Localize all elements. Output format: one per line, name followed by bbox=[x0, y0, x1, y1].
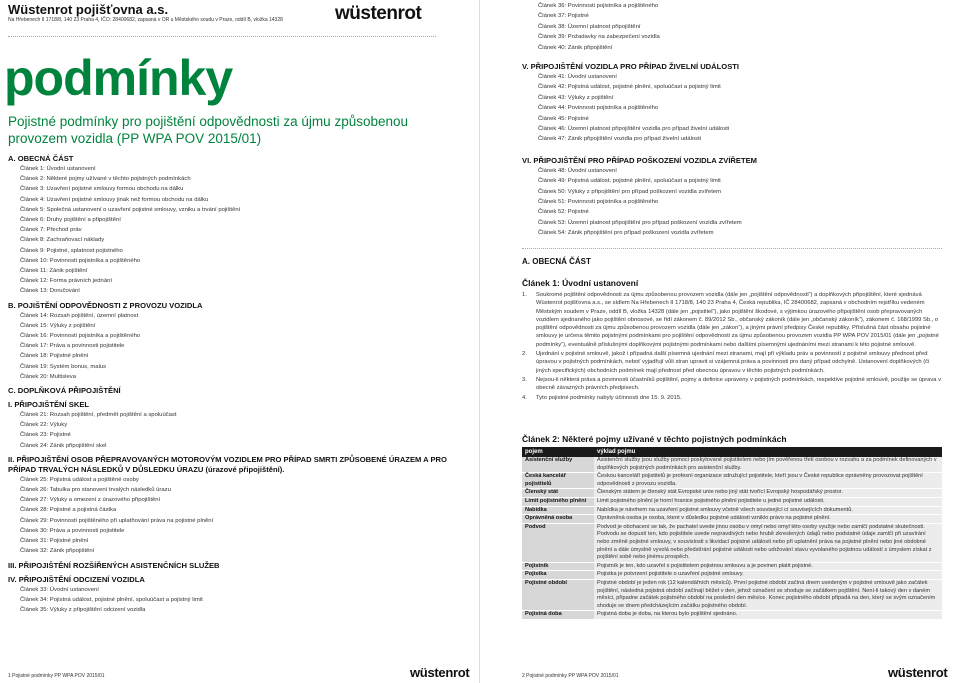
paragraph-text: Soukromé pojištění odpovědnosti za újmu způsobenou provozem vozidla (dále jen „pojištění odpovědnosti“) a doplňkových připojištění, které sjednává Wüstenrot pojišťovna a.s., se sídlem Na Hřebenech II 1718/8, 140 23 Praha 4, Česká republika, IČ 28400682, zapsaná v obchodním rejstříku vedeném Městským soudem v Praze, oddíl B, vložka 14328 (dále jen „pojistitel“), jako pojištění škodové, s výjimkou úrazového připojištění osob přepravovaných vozidlem sjednaného jako pojištění obnosové, se řídí zákonem č. 89/2012 Sb., občanský zákoník (dále jen „občanský zákoník“), zákonem č. 168/1999 Sb., o pojištění odpovědnosti za újmu způsobenou provozem vozidla (dále jen „zákon“), a jinými právní předpisy České republiky. Příslušná část obsahu pojistné smlouvy je určena těmito pojistnými podmínkami pro pojištění odpovědnosti za újmu způsobenou provozem vozidla PP WPA POV 2015/01 (dále jen „pojistné podmínky“), eventuálně příslušnými doplňkovými pojistnými podmínkami nebo dalšími písemnými ujednáními mezi stranami k této pojistné smlouvě. bbox=[536, 292, 939, 348]
definition-cell: Pojistka je potvrzení pojistitele o uzavření pojistné smlouvy. bbox=[594, 571, 942, 580]
definition-cell: Členským státem je členský stát Evropské unie nebo jiný stát tvořící Evropský hospodářský prostor. bbox=[594, 489, 942, 498]
toc-article-item: Článek 45: Pojistné bbox=[538, 115, 589, 122]
paragraph-number: 4. bbox=[522, 394, 527, 401]
header-rule bbox=[8, 36, 436, 37]
toc-section-heading: II. PŘIPOJIŠTĚNÍ OSOB PŘEPRAVOVANÝCH MOTOROVÝM VOZIDLEM PRO PŘÍPAD SMRTI ZPŮSOBENÉ ÚRAZEM A PRO PŘÍPAD TRVALÝCH NÁSLEDKŮ V DŮSLEDKU ÚRAZU (úrazové připojištění). bbox=[8, 454, 447, 474]
toc-article-item: Článek 36: Povinnosti pojistníka a pojištěného bbox=[538, 3, 659, 9]
paragraph-number: 1. bbox=[522, 292, 527, 298]
toc-article-item: Článek 54: Zánik připojištění pro případ poškození vozidla zvířetem bbox=[538, 230, 714, 237]
table-row bbox=[522, 515, 942, 524]
toc-article-item: Článek 25: Pojistná událost a pojištěné osoby bbox=[20, 476, 139, 483]
term-cell: Nabídka bbox=[522, 506, 594, 515]
toc-article-item: Článek 43: Výluky z pojištění bbox=[538, 94, 614, 101]
toc-article-item: Článek 5: Společná ustanovení o uzavření pojistné smlouvy, vzniku a trvání pojištění bbox=[20, 206, 241, 213]
table-row bbox=[522, 611, 942, 620]
toc-article-item: Článek 7: Přechod práv bbox=[20, 227, 82, 234]
toc-article-item: Článek 14: Rozsah pojištění, územní platnost bbox=[20, 312, 139, 319]
toc-article-item: Článek 12: Forma právních jednání bbox=[20, 278, 113, 285]
term-cell: Oprávněná osoba bbox=[522, 515, 594, 524]
term-cell: Pojistník bbox=[522, 562, 594, 571]
toc-article-item: Článek 11: Zánik pojištění bbox=[20, 268, 88, 275]
numbered-paragraph bbox=[522, 291, 942, 349]
term-cell: Podvod bbox=[522, 523, 594, 562]
term-cell: Asistenční služby bbox=[522, 457, 594, 473]
toc-article-item: Článek 4: Uzavření pojistné smlouvy jinak než formou obchodu na dálku bbox=[20, 196, 209, 203]
toc-article-item: Článek 13: Doručování bbox=[20, 288, 80, 295]
table-row bbox=[522, 457, 942, 473]
toc-article-item: Článek 50: Výluky z připojištění pro případ poškození vozidla zvířetem bbox=[538, 188, 722, 195]
definitions-table bbox=[522, 447, 942, 620]
toc-article-item: Článek 3: Uzavření pojistné smlouvy formou obchodu na dálku bbox=[20, 186, 184, 193]
paragraph-number: 3. bbox=[522, 376, 527, 383]
toc-article-item: Článek 17: Práva a povinnosti pojistitele bbox=[20, 343, 125, 350]
column-header-definition: výklad pojmu bbox=[594, 447, 942, 457]
page-footer: 1 Pojistné podmínky PP WPA POV 2015/01 bbox=[8, 673, 105, 679]
toc-article-item: Článek 37: Pojistné bbox=[538, 13, 589, 20]
definition-cell: Pojistné období je jeden rok (12 kalendářních měsíců). První pojistné období začíná dnem uvedeným v pojistné smlouvě jako začátek pojištění, následná pojistná období začínají běžet v den, jehož označení se shoduje se začátkem pojištění. Není-li takový den v daném měsíci, připadne začátek pojistného období na poslední den měsíce. Konec pojistného období připadá na den, který se svým označením shoduje se dnem předcházejícím začátku pojistného období. bbox=[594, 579, 942, 610]
toc-article-item: Článek 48: Úvodní ustanovení bbox=[538, 167, 617, 174]
toc-section-heading: B. POJIŠTĚNÍ ODPOVĚDNOSTI Z PROVOZU VOZIDLA bbox=[8, 300, 203, 310]
toc-article-item: Článek 40: Zánik připojištění bbox=[538, 44, 613, 51]
footer-logo: wüstenrot bbox=[888, 665, 948, 680]
term-cell: Limit pojistného plnění bbox=[522, 497, 594, 506]
toc-article-item: Článek 6: Druhy pojištění a připojištění bbox=[20, 217, 121, 224]
toc-continued bbox=[522, 1, 942, 53]
table-row bbox=[522, 489, 942, 498]
toc-article-item: Článek 30: Práva a povinnosti pojistitele bbox=[20, 527, 125, 534]
toc-article-item: Článek 19: Systém bonus, malus bbox=[20, 363, 107, 370]
paragraph-text: Tyto pojistné podmínky nabyly účinnosti dne 15. 9. 2015. bbox=[536, 394, 682, 401]
definition-cell: Asistenční služby jsou služby pomoci poskytované pojistitelem nebo jím pověřenou třetí osobou v rozsahu a za podmínek definovaných v doplňkových pojistných podmínkách pro asistenční služby. bbox=[594, 457, 942, 473]
toc-article-item: Článek 27: Výluky a omezení z úrazového připojištění bbox=[20, 497, 161, 504]
page-2 bbox=[480, 0, 960, 683]
toc-section-heading: IV. PŘIPOJIŠTĚNÍ ODCIZENÍ VOZIDLA bbox=[8, 574, 145, 584]
paragraph-text: Ujednání v pojistné smlouvě, jakož i případná další písemná ujednání mezi stranami, mají při výkladu práv a povinností z pojistné smlouvy přednost před úpravou v pojistných podmínkách, neboť vyjadřují vůli stran upravit si vzájemná práva a povinnosti pro daný případ odchylně. Ustanovení doplňkových (či jiných specifických) obchodních podmínek mají přednost před obecnou úpravou v těchto pojistných podmínkách. bbox=[536, 351, 930, 374]
paragraph-text: Nejsou-li některá práva a povinnosti účastníků pojištění, pojmy a definice upraveny v pojistných podmínkách, respektive pojistné smlouvě, použije se úprava v obecně závazných právních předpisech. bbox=[536, 376, 942, 392]
toc-article-item: Článek 49: Pojistná událost, pojistné plnění, spoluúčast a pojistný limit bbox=[538, 178, 721, 185]
table-row bbox=[522, 571, 942, 580]
page-footer: 2 Pojistné podmínky PP WPA POV 2015/01 bbox=[522, 673, 619, 679]
article-2-title: Článek 2: Některé pojmy užívané v těchto pojistných podmínkách bbox=[522, 434, 787, 444]
table-row bbox=[522, 506, 942, 515]
document-subtitle: Pojistné podmínky pro pojištění odpovědnosti za újmu způsobenou provozem vozidla (PP WPA POV 2015/01) bbox=[8, 114, 409, 146]
definition-cell: Českou kanceláří pojistitelů je profesní organizace sdružující pojistitele, kteří jsou v České republice oprávněny provozovat pojištění odpovědnosti z provozu vozidla. bbox=[594, 473, 942, 489]
term-cell: Pojistné období bbox=[522, 579, 594, 610]
term-cell: Pojistka bbox=[522, 571, 594, 580]
company-name: Wüstenrot pojišťovna a.s. bbox=[8, 2, 169, 17]
table-row bbox=[522, 562, 942, 571]
toc-article-item: Článek 52: Pojistné bbox=[538, 209, 589, 216]
table-of-contents bbox=[8, 154, 468, 615]
table-row bbox=[522, 523, 942, 562]
toc-article-item: Článek 2: Některé pojmy užívané v těchto pojistných podmínkách bbox=[20, 176, 191, 183]
column-header-term: pojem bbox=[522, 447, 594, 457]
toc-article-item: Článek 10: Povinnosti pojistníka a pojištěného bbox=[20, 257, 141, 264]
definition-cell: Oprávněná osoba je osoba, které v důsledku pojistné události vzniklo právo na pojistné plnění. bbox=[594, 515, 942, 524]
toc-article-item: Článek 44: Povinnosti pojistníka a pojištěného bbox=[538, 105, 659, 112]
toc-section-heading: V. PŘIPOJIŠTĚNÍ VOZIDLA PRO PŘÍPAD ŽIVELNÍ UDÁLOSTI bbox=[522, 62, 740, 71]
section-rule bbox=[522, 248, 942, 249]
toc-article-item: Článek 8: Zachraňovací náklady bbox=[20, 237, 105, 244]
toc-article-item: Článek 39: Požadavky na zabezpečení vozidla bbox=[538, 34, 660, 41]
part-heading: A. OBECNÁ ČÁST bbox=[522, 257, 591, 266]
toc-article-item: Článek 32: Zánik připojištění bbox=[20, 548, 95, 555]
toc-article-item: Článek 26: Tabulka pro stanovení trvalých následků úrazu bbox=[20, 487, 171, 494]
numbered-paragraph bbox=[522, 376, 942, 393]
toc-section-heading: I. PŘIPOJIŠTĚNÍ SKEL bbox=[8, 400, 90, 410]
brand-logo: wüstenrot bbox=[335, 3, 422, 24]
toc-article-item: Článek 1: Úvodní ustanovení bbox=[20, 166, 96, 172]
article-1-title: Článek 1: Úvodní ustanovení bbox=[522, 278, 639, 288]
toc-article-item: Článek 46: Územní platnost připojištění vozidla pro případ živelní události bbox=[538, 126, 730, 133]
toc-article-item: Článek 53: Územní platnost připojištění pro případ poškození vozidla zvířetem bbox=[538, 219, 742, 226]
toc-article-item: Článek 51: Povinnosti pojistníka a pojištěného bbox=[538, 199, 659, 206]
toc-article-item: Článek 18: Pojistné plnění bbox=[20, 353, 89, 360]
footer-logo: wüstenrot bbox=[410, 665, 470, 680]
definition-cell: Podvod je obohacení se tak, že pachatel uvede jinou osobu v omyl nebo omyl této osoby využije nebo zamlčí podstatné skutečnosti. Podvodu se dopustí ten, kdo pojistitele uvede nepravdivých nebo hrubě zkreslených údajů nebo podstatné údaje zamlčí při uzavírání nebo změně pojistné smlouvy, v souvislosti s likvidací pojistné události nebo při uplatnění práva na pojistné plnění nebo jiné obdobné plnění a dále úmyslně vyvolá nebo předstírání pojistné události nebo udržování stavu vyvolaného pojistnou událostí s úmyslem získat z pojištění sobě nebo jinému prospěch. bbox=[594, 523, 942, 562]
toc-article-item: Článek 21: Rozsah pojištění, předmět pojištění a spoluúčast bbox=[20, 412, 177, 419]
numbered-paragraph bbox=[522, 350, 942, 375]
term-cell: Pojistná doba bbox=[522, 611, 594, 620]
toc-section-heading: C. DOPLŇKOVÁ PŘIPOJIŠTĚNÍ bbox=[8, 386, 121, 396]
toc-article-item: Článek 31: Pojistné plnění bbox=[20, 538, 89, 545]
toc-article-item: Článek 15: Výluky z pojištění bbox=[20, 322, 96, 329]
definition-cell: Nabídka je návrhem na uzavření pojistné smlouvy včetně všech související cí souvisejících dokumentů. bbox=[594, 506, 942, 515]
toc-section-heading: III. PŘIPOJIŠTĚNÍ ROZŠÍŘENÝCH ASISTENČNÍCH SLUŽEB bbox=[8, 560, 220, 570]
toc-article-item: Článek 20: Multisleva bbox=[20, 373, 76, 380]
toc-article-item: Článek 24: Zánik připojištění skel bbox=[20, 442, 107, 449]
toc-article-item: Článek 22: Výluky bbox=[20, 422, 68, 429]
toc-article-item: Článek 33: Úvodní ustanovení bbox=[20, 586, 99, 593]
toc-sections bbox=[522, 62, 942, 239]
toc-section-heading: VI. PŘIPOJIŠTĚNÍ PRO PŘÍPAD POŠKOZENÍ VOZIDLA ZVÍŘETEM bbox=[522, 155, 758, 165]
toc-article-item: Článek 41: Úvodní ustanovení bbox=[538, 74, 617, 80]
toc-article-item: Článek 35: Výluky z připojištění odcizení vozidla bbox=[20, 606, 146, 613]
definition-cell: Limit pojistného plnění je horní hranice pojistného plnění pojistitele u jedné pojistné události. bbox=[594, 497, 942, 506]
toc-article-item: Článek 47: Zánik připojištění vozidla pro případ živelní události bbox=[538, 136, 702, 143]
table-row bbox=[522, 497, 942, 506]
company-address: Na Hřebenech II 1718/8, 140 23 Praha 4, IČO: 28400682, zapsaná v OR u Městského soudu v Praze, oddíl B, vložka 14328 bbox=[8, 17, 283, 23]
toc-article-item: Článek 38: Územní platnost připojištění bbox=[538, 23, 641, 30]
toc-article-item: Článek 23: Pojistné bbox=[20, 432, 71, 439]
article-1-body bbox=[522, 291, 942, 403]
toc-article-item: Článek 28: Pojistné a pojistná částka bbox=[20, 507, 117, 514]
toc-article-item: Článek 9: Pojistné, splatnost pojistného bbox=[20, 247, 123, 254]
table-row bbox=[522, 473, 942, 489]
toc-article-item: Článek 29: Povinnosti pojištěného při uplatňování práva na pojistné plnění bbox=[20, 517, 214, 524]
definition-cell: Pojistník je ten, kdo uzavřel s pojistitelem pojistnou smlouvu a je povinen platit pojistné. bbox=[594, 562, 942, 571]
toc-article-item: Článek 42: Pojistná událost, pojistné plnění, spoluúčast a pojistný limit bbox=[538, 84, 721, 91]
page-title: podmínky bbox=[4, 50, 233, 106]
term-cell: Členský stát bbox=[522, 489, 594, 498]
numbered-paragraph bbox=[522, 394, 942, 402]
definition-cell: Pojistná doba je doba, na kterou bylo pojištění sjednáno. bbox=[594, 611, 942, 620]
toc-article-item: Článek 16: Povinnosti pojistníka a pojištěného bbox=[20, 333, 141, 340]
term-cell: Česká kancelář pojistitelů bbox=[522, 473, 594, 489]
toc-section-heading: A. OBECNÁ ČÁST bbox=[8, 154, 74, 163]
table-row bbox=[522, 579, 942, 610]
paragraph-number: 2. bbox=[522, 351, 527, 358]
toc-article-item: Článek 34: Pojistná událost, pojistné plnění, spoluúčast a pojistný limit bbox=[20, 596, 203, 603]
